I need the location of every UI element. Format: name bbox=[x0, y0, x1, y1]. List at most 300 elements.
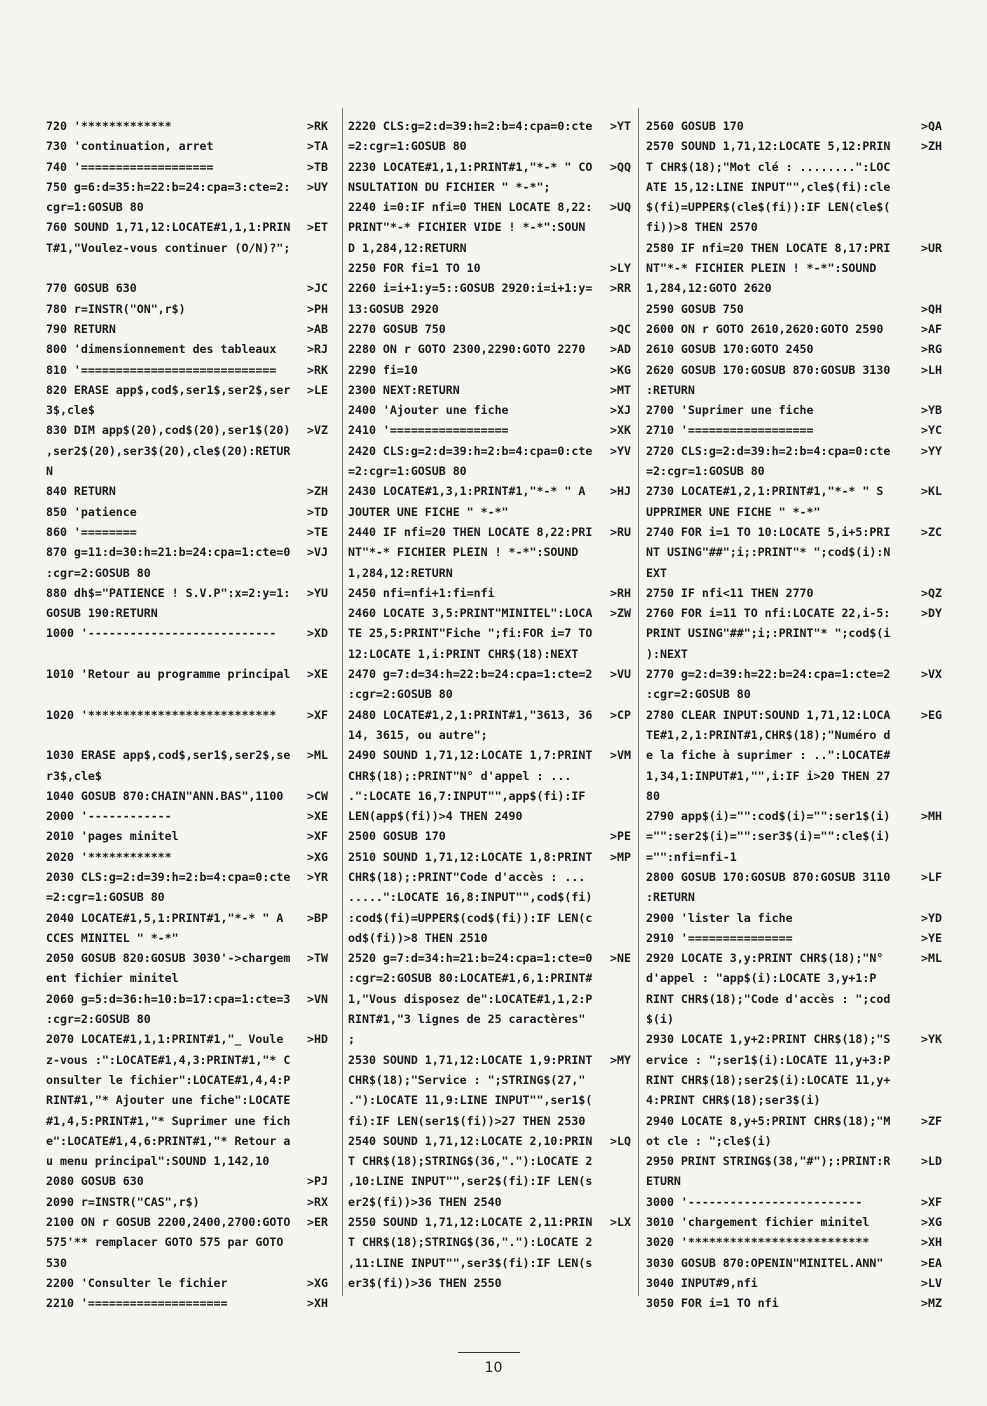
code-text: er3$(fi))>36 THEN 2550 bbox=[348, 1275, 502, 1290]
checksum: >XF bbox=[307, 707, 328, 722]
code-line bbox=[646, 684, 942, 704]
code-text: 2720 CLS:g=2:d=39:h=2:b=4:cpa=0:cte bbox=[646, 443, 891, 458]
code-line bbox=[646, 157, 942, 177]
code-text: ; bbox=[348, 1032, 355, 1047]
code-line bbox=[646, 217, 942, 237]
checksum: >XF bbox=[307, 829, 328, 844]
code-text: 2570 SOUND 1,71,12:LOCATE 5,12:PRIN bbox=[646, 139, 891, 154]
checksum: >VU bbox=[610, 667, 631, 682]
code-text: ."):LOCATE 11,9:LINE INPUT"",ser1$( bbox=[348, 1093, 593, 1108]
code-text: 1000 '--------------------------- bbox=[46, 626, 277, 641]
checksum: >ZW bbox=[610, 606, 631, 621]
code-text: 530 bbox=[46, 1255, 67, 1270]
checksum: >QH bbox=[921, 301, 942, 316]
checksum: >TE bbox=[307, 524, 328, 539]
code-text: ,ser2$(20),ser3$(20),cle$(20):RETUR bbox=[46, 443, 291, 458]
code-line bbox=[46, 380, 328, 400]
checksum: >VJ bbox=[307, 545, 328, 560]
code-text: 2010 'pages minitel bbox=[46, 829, 179, 844]
code-line bbox=[646, 380, 942, 400]
code-line bbox=[348, 481, 631, 501]
checksum: >XG bbox=[921, 1215, 942, 1230]
code-text: 2050 GOSUB 820:GOSUB 3030'->chargem bbox=[46, 951, 291, 966]
code-line bbox=[46, 441, 328, 461]
code-text: 2530 SOUND 1,71,12:LOCATE 1,9:PRINT bbox=[348, 1052, 593, 1067]
code-text: 1,284,12:GOTO 2620 bbox=[646, 281, 772, 296]
code-text: #1,4,5:PRINT#1,"* Suprimer une fich bbox=[46, 1113, 291, 1128]
code-line bbox=[646, 1131, 942, 1151]
checksum: >QA bbox=[921, 119, 942, 133]
code-line bbox=[46, 420, 328, 440]
code-line bbox=[348, 177, 631, 197]
code-line bbox=[46, 177, 328, 197]
code-line bbox=[46, 339, 328, 359]
code-text: 2770 g=2:d=39:h=22:b=24:cpa=1:cte=2 bbox=[646, 667, 891, 682]
code-text: 2450 nfi=nfi+1:fi=nfi bbox=[348, 585, 495, 600]
code-line bbox=[348, 583, 631, 603]
code-line bbox=[348, 847, 631, 867]
checksum: >VZ bbox=[307, 423, 328, 438]
code-text: 2910 '=============== bbox=[646, 930, 793, 945]
code-text: PRINT USING"##";i;:PRINT"* ";cod$(i bbox=[646, 626, 891, 641]
checksum: >YD bbox=[921, 910, 942, 925]
checksum: >PH bbox=[307, 301, 328, 316]
code-line bbox=[646, 522, 942, 542]
checksum: >DY bbox=[921, 606, 942, 621]
code-text: 2070 LOCATE#1,1,1:PRINT#1,"_ Voule bbox=[46, 1032, 284, 1047]
code-text: d'appel : "app$(i):LOCATE 3,y+1:P bbox=[646, 971, 877, 986]
checksum: >QQ bbox=[610, 159, 631, 174]
code-line bbox=[46, 1131, 328, 1151]
code-text: 2930 LOCATE 1,y+2:PRINT CHR$(18);"S bbox=[646, 1032, 891, 1047]
checksum: >YK bbox=[921, 1032, 942, 1047]
checksum: >YE bbox=[921, 930, 942, 945]
code-text: ,10:LINE INPUT"",ser2$(fi):IF LEN(s bbox=[348, 1174, 593, 1189]
code-line bbox=[646, 197, 942, 217]
code-text: z-vous :":LOCATE#1,4,3:PRINT#1,"* C bbox=[46, 1052, 291, 1067]
code-line bbox=[348, 603, 631, 623]
code-line bbox=[646, 1050, 942, 1070]
code-text: fi))>8 THEN 2570 bbox=[646, 220, 758, 235]
code-text: RINT CHR$(18);ser2$(i):LOCATE 11,y+ bbox=[646, 1072, 891, 1087]
checksum: >TW bbox=[307, 951, 328, 966]
code-line bbox=[348, 360, 631, 380]
code-line bbox=[348, 319, 631, 339]
code-text: 1,34,1:INPUT#1,"",i:IF i>20 THEN 27 bbox=[646, 768, 891, 783]
code-line bbox=[646, 238, 942, 258]
checksum: >XK bbox=[610, 423, 631, 438]
checksum: >LX bbox=[610, 1215, 631, 1230]
code-text: :RETURN bbox=[646, 382, 695, 397]
code-text: .....":LOCATE 16,8:INPUT"",cod$(fi) bbox=[348, 890, 593, 905]
code-line bbox=[646, 563, 942, 583]
code-line bbox=[46, 826, 328, 846]
code-line bbox=[46, 1050, 328, 1070]
checksum: >LQ bbox=[610, 1133, 631, 1148]
code-text: 1020 '*************************** bbox=[46, 707, 277, 722]
code-text: 2230 LOCATE#1,1,1:PRINT#1,"*-* " CO bbox=[348, 159, 593, 174]
code-text: 2280 ON r GOTO 2300,2290:GOTO 2270 bbox=[348, 342, 586, 357]
code-text: EXT bbox=[646, 565, 667, 580]
code-line bbox=[348, 157, 631, 177]
code-text: 3040 INPUT#9,nfi bbox=[646, 1275, 758, 1290]
code-text: T CHR$(18);STRING$(36,"."):LOCATE 2 bbox=[348, 1235, 593, 1250]
code-line bbox=[646, 623, 942, 643]
code-text: 2600 ON r GOTO 2610,2620:GOTO 2590 bbox=[646, 321, 884, 336]
code-text: 2520 g=7:d=34:h=21:b=24:cpa=1:cte=0 bbox=[348, 951, 593, 966]
checksum: >MH bbox=[921, 809, 942, 824]
checksum: >LY bbox=[610, 261, 631, 276]
code-line bbox=[46, 319, 328, 339]
code-text: 2410 '================= bbox=[348, 423, 509, 438]
code-text: CHR$(18);"Service : ";STRING$(27," bbox=[348, 1072, 586, 1087]
code-line bbox=[348, 786, 631, 806]
code-line bbox=[348, 1273, 631, 1293]
listing-column-2 bbox=[348, 116, 631, 1293]
code-line bbox=[348, 623, 631, 643]
code-text: T CHR$(18);"Mot clé : ........":LOC bbox=[646, 159, 891, 174]
code-text: NT USING"##";i;:PRINT"* ";cod$(i):N bbox=[646, 545, 891, 560]
code-text: r3$,cle$ bbox=[46, 768, 102, 783]
code-text: =2:cgr=1:GOSUB 80 bbox=[646, 464, 765, 479]
code-text: CCES MINITEL " *-*" bbox=[46, 930, 179, 945]
code-text: 840 RETURN bbox=[46, 484, 116, 499]
code-line bbox=[46, 278, 328, 298]
checksum: >VX bbox=[921, 667, 942, 682]
code-text: u menu principal":SOUND 1,142,10 bbox=[46, 1154, 270, 1169]
checksum: >XD bbox=[307, 626, 328, 641]
code-line bbox=[46, 1171, 328, 1191]
code-text: 2700 'Suprimer une fiche bbox=[646, 403, 814, 418]
code-text: 2300 NEXT:RETURN bbox=[348, 382, 460, 397]
code-line bbox=[46, 623, 328, 643]
code-line bbox=[46, 1070, 328, 1090]
code-line bbox=[646, 116, 942, 136]
code-line bbox=[46, 766, 328, 786]
code-text: 2920 LOCATE 3,y:PRINT CHR$(18);"N° bbox=[646, 951, 884, 966]
code-line bbox=[46, 1273, 328, 1293]
code-line bbox=[348, 1070, 631, 1090]
code-text: 575'** remplacer GOTO 575 par GOTO bbox=[46, 1235, 284, 1250]
code-line bbox=[46, 1212, 328, 1232]
code-text: RINT#1,"3 lignes de 25 caractères" bbox=[348, 1012, 586, 1027]
code-line bbox=[348, 238, 631, 258]
code-line bbox=[46, 238, 328, 258]
checksum: >ZH bbox=[921, 139, 942, 154]
code-text: :cgr=2:GOSUB 80 bbox=[46, 1012, 151, 1027]
code-line bbox=[348, 258, 631, 278]
code-line bbox=[646, 1090, 942, 1110]
code-text: RINT#1,"* Ajouter une fiche":LOCATE bbox=[46, 1093, 291, 1108]
code-line bbox=[646, 745, 942, 765]
code-line bbox=[348, 1009, 631, 1029]
code-text: 780 r=INSTR("ON",r$) bbox=[46, 301, 186, 316]
code-line bbox=[46, 360, 328, 380]
code-text: 2420 CLS:g=2:d=39:h=2:b=4:cpa=0:cte bbox=[348, 443, 593, 458]
code-text: 770 GOSUB 630 bbox=[46, 281, 137, 296]
code-line bbox=[46, 603, 328, 623]
checksum: >XJ bbox=[610, 403, 631, 418]
code-line bbox=[348, 968, 631, 988]
checksum: >KG bbox=[610, 362, 631, 377]
code-line bbox=[348, 766, 631, 786]
checksum: >LV bbox=[921, 1275, 942, 1290]
code-text: 2290 fi=10 bbox=[348, 362, 418, 377]
checksum: >MZ bbox=[921, 1296, 942, 1311]
code-text: 810 '============================ bbox=[46, 362, 277, 377]
checksum: >YY bbox=[921, 443, 942, 458]
code-text: 850 'patience bbox=[46, 504, 137, 519]
code-text: 3020 '************************** bbox=[646, 1235, 870, 1250]
code-line bbox=[348, 522, 631, 542]
code-line bbox=[646, 1253, 942, 1273]
code-text: .":LOCATE 16,7:INPUT"",app$(fi):IF bbox=[348, 788, 586, 803]
checksum: >MP bbox=[610, 849, 631, 864]
checksum: >RU bbox=[610, 524, 631, 539]
checksum: >VN bbox=[307, 991, 328, 1006]
code-line bbox=[46, 522, 328, 542]
code-text: ,11:LINE INPUT"",ser3$(fi):IF LEN(s bbox=[348, 1255, 593, 1270]
code-text: NT"*-* FICHIER PLEIN ! *-*":SOUND bbox=[646, 261, 877, 276]
code-line bbox=[46, 1090, 328, 1110]
code-line bbox=[46, 1232, 328, 1252]
checksum: >CW bbox=[307, 788, 328, 803]
code-line bbox=[646, 705, 942, 725]
code-text: 3010 'chargement fichier minitel bbox=[646, 1215, 870, 1230]
code-line bbox=[646, 1151, 942, 1171]
code-text: :cgr=2:GOSUB 80:LOCATE#1,6,1:PRINT# bbox=[348, 971, 593, 986]
code-line bbox=[646, 989, 942, 1009]
checksum: >ER bbox=[307, 1215, 328, 1230]
code-text: 2550 SOUND 1,71,12:LOCATE 2,11:PRIN bbox=[348, 1215, 593, 1230]
checksum: >YB bbox=[921, 403, 942, 418]
checksum: >UY bbox=[307, 179, 328, 194]
code-text: 820 ERASE app$,cod$,ser1$,ser2$,ser bbox=[46, 382, 291, 397]
code-text: 4:PRINT CHR$(18);ser3$(i) bbox=[646, 1093, 821, 1108]
checksum: >RJ bbox=[307, 342, 328, 357]
code-text: 2080 GOSUB 630 bbox=[46, 1174, 144, 1189]
code-text: ot cle : ";cle$(i) bbox=[646, 1133, 772, 1148]
checksum: >RX bbox=[307, 1194, 328, 1209]
code-line bbox=[348, 563, 631, 583]
code-text: 1030 ERASE app$,cod$,ser1$,ser2$,se bbox=[46, 748, 291, 763]
code-text: 2440 IF nfi=20 THEN LOCATE 8,22:PRI bbox=[348, 524, 593, 539]
code-text: 2900 'lister la fiche bbox=[646, 910, 793, 925]
code-text: =2:cgr=1:GOSUB 80 bbox=[46, 890, 165, 905]
checksum: >XH bbox=[307, 1296, 328, 1311]
code-line bbox=[348, 1171, 631, 1191]
checksum: >AF bbox=[921, 321, 942, 336]
code-text: :cod$(fi)=UPPER$(cod$(fi)):IF LEN(c bbox=[348, 910, 593, 925]
code-text: ATE 15,12:LINE INPUT"",cle$(fi):cle bbox=[646, 179, 891, 194]
code-line bbox=[646, 258, 942, 278]
code-text: 1040 GOSUB 870:CHAIN"ANN.BAS",1100 bbox=[46, 788, 284, 803]
checksum: >TA bbox=[307, 139, 328, 154]
checksum: >AB bbox=[307, 321, 328, 336]
code-text: 870 g=11:d=30:h=21:b=24:cpa=1:cte=0 bbox=[46, 545, 291, 560]
code-line bbox=[348, 705, 631, 725]
code-text: 2020 '************ bbox=[46, 849, 172, 864]
code-line bbox=[46, 725, 328, 745]
code-line bbox=[646, 1273, 942, 1293]
checksum: >YV bbox=[610, 443, 631, 458]
code-text: 12:LOCATE 1,i:PRINT CHR$(18):NEXT bbox=[348, 646, 579, 661]
code-line bbox=[348, 806, 631, 826]
code-line bbox=[46, 887, 328, 907]
checksum: >ML bbox=[307, 748, 328, 763]
code-text: 2780 CLEAR INPUT:SOUND 1,71,12:LOCA bbox=[646, 707, 891, 722]
code-line bbox=[348, 887, 631, 907]
checksum: >ZC bbox=[921, 524, 942, 539]
checksum: >AD bbox=[610, 342, 631, 357]
code-text: 2620 GOSUB 170:GOSUB 870:GOSUB 3130 bbox=[646, 362, 891, 377]
code-text: 2260 i=i+1:y=5::GOSUB 2920:i=i+1:y= bbox=[348, 281, 593, 296]
checksum: >BP bbox=[307, 910, 328, 925]
checksum: >QC bbox=[610, 321, 631, 336]
code-line bbox=[348, 420, 631, 440]
code-text: :cgr=2:GOSUB 80 bbox=[348, 687, 453, 702]
code-text: =2:cgr=1:GOSUB 80 bbox=[348, 139, 467, 154]
code-line bbox=[646, 319, 942, 339]
code-line bbox=[646, 766, 942, 786]
code-line bbox=[646, 887, 942, 907]
code-text: ="":ser2$(i)="":ser3$(i)="":cle$(i) bbox=[646, 829, 891, 844]
code-text: TE 25,5:PRINT"Fiche ";fi:FOR i=7 TO bbox=[348, 626, 593, 641]
code-line bbox=[348, 1050, 631, 1070]
code-text: 2100 ON r GOSUB 2200,2400,2700:GOTO bbox=[46, 1215, 291, 1230]
checksum: >RK bbox=[307, 119, 328, 133]
code-text: 740 '=================== bbox=[46, 159, 214, 174]
code-text: 2060 g=5:d=36:h=10:b=17:cpa=1:cte=3 bbox=[46, 991, 291, 1006]
code-line bbox=[348, 1131, 631, 1151]
listing-column-1 bbox=[46, 116, 328, 1314]
checksum: >EA bbox=[921, 1255, 942, 1270]
code-text: T CHR$(18);STRING$(36,"."):LOCATE 2 bbox=[348, 1154, 593, 1169]
code-text: 2950 PRINT STRING$(38,"#");:PRINT:R bbox=[646, 1154, 891, 1169]
code-line bbox=[46, 258, 328, 278]
code-text: 2400 'Ajouter une fiche bbox=[348, 403, 509, 418]
code-line bbox=[646, 948, 942, 968]
code-line bbox=[348, 1029, 631, 1049]
code-line bbox=[348, 664, 631, 684]
checksum: >YR bbox=[307, 869, 328, 884]
checksum: >HJ bbox=[610, 484, 631, 499]
code-line bbox=[348, 684, 631, 704]
code-line bbox=[348, 441, 631, 461]
code-line bbox=[646, 968, 942, 988]
checksum: >VM bbox=[610, 748, 631, 763]
code-line bbox=[348, 928, 631, 948]
checksum: >MT bbox=[610, 382, 631, 397]
code-line bbox=[46, 745, 328, 765]
code-line bbox=[348, 826, 631, 846]
code-text: RINT CHR$(18);"Code d'accès : ";cod bbox=[646, 991, 891, 1006]
code-text: 13:GOSUB 2920 bbox=[348, 301, 439, 316]
column-divider bbox=[342, 108, 343, 1296]
checksum: >ZF bbox=[921, 1113, 942, 1128]
code-text: 2250 FOR fi=1 TO 10 bbox=[348, 261, 481, 276]
code-text: D 1,284,12:RETURN bbox=[348, 240, 467, 255]
checksum: >LE bbox=[307, 382, 328, 397]
code-text: 2710 '================== bbox=[646, 423, 814, 438]
code-text: 1,284,12:RETURN bbox=[348, 565, 453, 580]
code-line bbox=[46, 400, 328, 420]
code-text: 2580 IF nfi=20 THEN LOCATE 8,17:PRI bbox=[646, 240, 891, 255]
code-text: 2940 LOCATE 8,y+5:PRINT CHR$(18);"M bbox=[646, 1113, 891, 1128]
code-line bbox=[646, 461, 942, 481]
code-line bbox=[646, 177, 942, 197]
code-line bbox=[646, 1070, 942, 1090]
code-text: 2430 LOCATE#1,3,1:PRINT#1,"*-* " A bbox=[348, 484, 586, 499]
code-line bbox=[646, 502, 942, 522]
code-text: 2090 r=INSTR("CAS",r$) bbox=[46, 1194, 200, 1209]
code-line bbox=[348, 542, 631, 562]
code-line bbox=[46, 989, 328, 1009]
code-text: 2800 GOSUB 170:GOSUB 870:GOSUB 3110 bbox=[646, 869, 891, 884]
code-text: 2730 LOCATE#1,2,1:PRINT#1,"*-* " S bbox=[646, 484, 884, 499]
code-line bbox=[46, 217, 328, 237]
code-line bbox=[348, 1212, 631, 1232]
code-line bbox=[646, 339, 942, 359]
code-text: T#1,"Voulez-vous continuer (O/N)?"; bbox=[46, 240, 291, 255]
code-text: :cgr=2:GOSUB 80 bbox=[46, 565, 151, 580]
code-line bbox=[348, 339, 631, 359]
code-text: 2610 GOSUB 170:GOTO 2450 bbox=[646, 342, 814, 357]
code-line bbox=[46, 928, 328, 948]
code-line bbox=[646, 1171, 942, 1191]
code-line bbox=[46, 1192, 328, 1212]
code-text: 720 '************* bbox=[46, 119, 172, 133]
checksum: >CP bbox=[610, 707, 631, 722]
checksum: >LD bbox=[921, 1154, 942, 1169]
code-line bbox=[646, 136, 942, 156]
code-text: CHR$(18);:PRINT"Code d'accès : ... bbox=[348, 869, 586, 884]
code-text: 2470 g=7:d=34:h=22:b=24:cpa=1:cte=2 bbox=[348, 667, 593, 682]
code-line bbox=[348, 1253, 631, 1273]
code-text: 2560 GOSUB 170 bbox=[646, 119, 744, 133]
code-text: 880 dh$="PATIENCE ! S.V.P":x=2:y=1: bbox=[46, 585, 291, 600]
checksum: >YC bbox=[921, 423, 942, 438]
code-line bbox=[646, 867, 942, 887]
code-text: e":LOCATE#1,4,6:PRINT#1,"* Retour a bbox=[46, 1133, 291, 1148]
checksum: >JC bbox=[307, 281, 328, 296]
code-text: 730 'continuation, arret bbox=[46, 139, 214, 154]
code-line bbox=[348, 745, 631, 765]
code-text: N bbox=[46, 464, 53, 479]
code-line bbox=[46, 948, 328, 968]
code-text: e la fiche à suprimer : ..":LOCATE# bbox=[646, 748, 891, 763]
checksum: >YT bbox=[610, 119, 631, 133]
code-line bbox=[646, 1111, 942, 1131]
code-line bbox=[646, 847, 942, 867]
code-text: 2490 SOUND 1,71,12:LOCATE 1,7:PRINT bbox=[348, 748, 593, 763]
code-line bbox=[646, 725, 942, 745]
code-line bbox=[646, 908, 942, 928]
code-line bbox=[348, 1111, 631, 1131]
code-line bbox=[46, 1029, 328, 1049]
checksum: >RR bbox=[610, 281, 631, 296]
code-text: 14, 3615, ou autre"; bbox=[348, 727, 488, 742]
code-text: 1,"Vous disposez de":LOCATE#1,1,2:P bbox=[348, 991, 593, 1006]
code-line bbox=[46, 1151, 328, 1171]
code-line bbox=[46, 908, 328, 928]
code-line bbox=[348, 1151, 631, 1171]
code-text: $(fi)=UPPER$(cle$(fi)):IF LEN(cle$( bbox=[646, 200, 891, 215]
code-text: 2500 GOSUB 170 bbox=[348, 829, 446, 844]
checksum: >TD bbox=[307, 504, 328, 519]
code-text: TE#1,2,1:PRINT#1,CHR$(18);"Numéro d bbox=[646, 727, 891, 742]
code-text: 1010 'Retour au programme principal bbox=[46, 667, 291, 682]
